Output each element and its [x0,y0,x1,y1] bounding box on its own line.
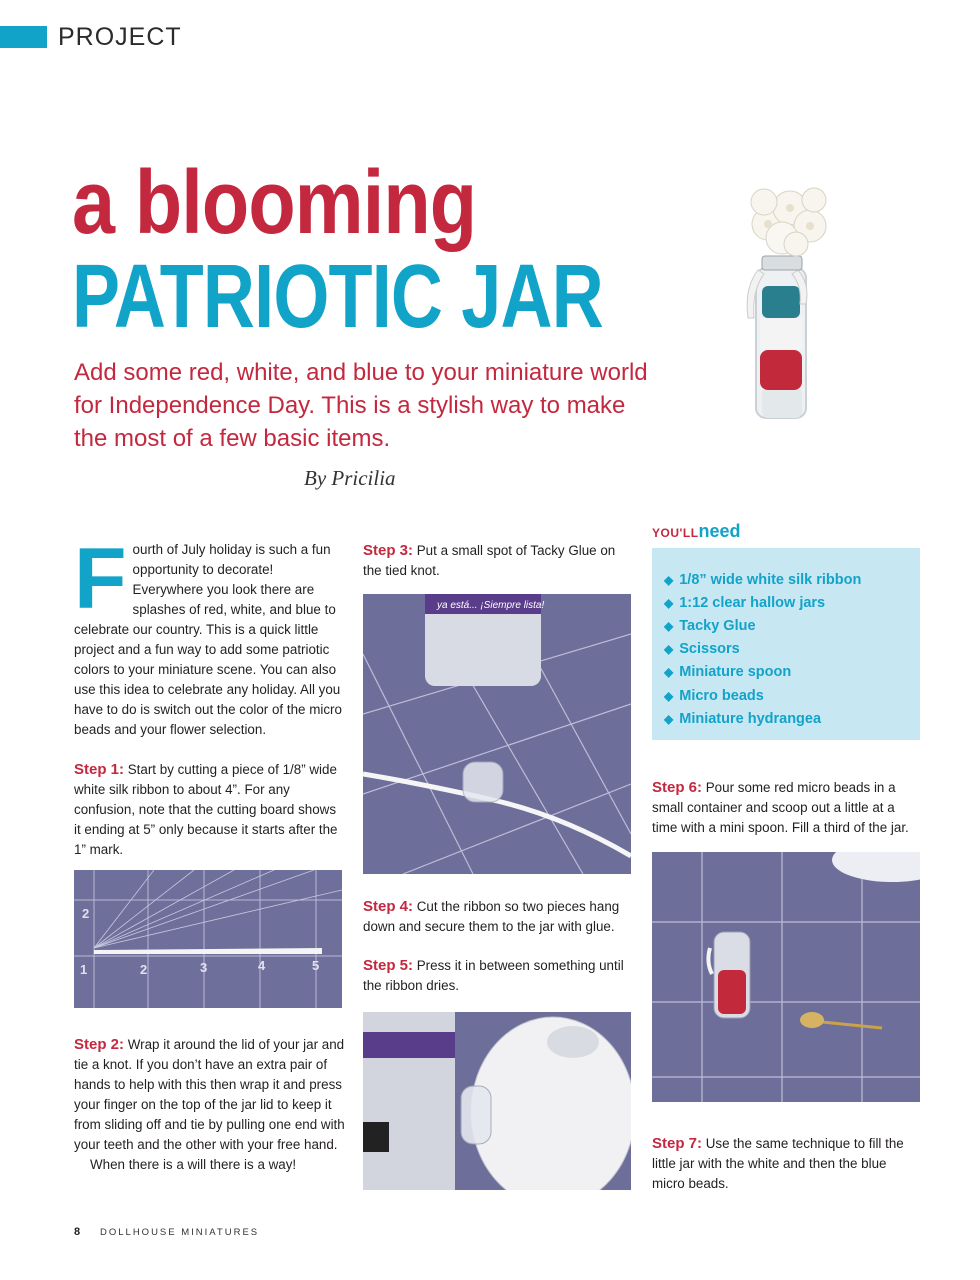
ruler-number: 4 [258,958,266,973]
step-7 [652,1134,920,1194]
diamond-bullet-icon: ◆ [664,665,674,680]
step-5 [363,956,633,996]
diamond-bullet-icon: ◆ [664,618,674,633]
step-6-label: Step 6: [652,779,703,796]
intro-paragraph [74,531,346,740]
step-4-label: Step 4: [363,898,414,915]
red-beads-in-jar-photo [652,852,920,1102]
needs-list-item: ◆ Tacky Glue [664,617,756,634]
ruler-number: 2 [140,962,148,977]
ruler-number: 3 [200,960,208,975]
diamond-bullet-icon: ◆ [664,595,674,610]
needs-list-item: ◆ Miniature spoon [664,664,792,681]
needs-list [652,548,920,740]
needs-heading-big: need [698,521,741,541]
diamond-bullet-icon: ◆ [664,688,674,703]
diamond-bullet-icon: ◆ [664,711,674,726]
ribbon-on-cutting-mat-photo [74,870,342,1008]
step-5-label: Step 5: [363,957,414,974]
step-7-label: Step 7: [652,1135,703,1152]
step-2-text: Wrap it around the lid of your jar and tie a knot. If you don’t have an extra pair of hands to help with this then wrap it and press your finger on the top of the jar lid to keep it from sliding off and tie by pulling one end with your teeth and the other with your free hand. [74,1037,345,1152]
step-3-text: Put a small spot of Tacky Glue on the tied knot. [363,543,616,578]
needs-heading-small: YOU'LL [652,526,699,540]
ruler-number: 5 [312,958,320,973]
diamond-bullet-icon: ◆ [664,642,674,657]
byline: By Pricilia [304,466,396,490]
needs-list-item: ◆ Micro beads [664,687,764,704]
step-1 [74,760,346,860]
step-2-closing: When there is a will there is a way! [90,1157,297,1172]
step-4 [363,897,633,937]
step-2-label: Step 2: [74,1036,125,1053]
needs-heading [652,521,741,542]
hero-jar-photo [738,178,870,430]
needs-list-item: ◆ Scissors [664,641,740,658]
section-label: PROJECT [58,23,182,51]
needs-list-item: ◆ Miniature hydrangea [664,710,822,727]
step-4-text: Cut the ribbon so two pieces hang down and secure them to the jar with glue. [363,899,620,934]
step-1-text: Start by cutting a piece of 1/8” wide white silk ribbon to about 4”. For any confusion, note that the cutting board shows it ending at 5” only because it starts after the 1” mark. [74,762,338,857]
glue-on-knot-photo [363,594,631,874]
step-2 [74,1035,346,1175]
title-line-1: a blooming [72,153,477,253]
step-7-text: Use the same technique to fill the little jar with the white and then the blue micro beads. [652,1136,904,1191]
intro-text: ourth of July holiday is such a fun opportunity to decorate! Everywhere you look there are splashes of red, white, and blue to celebrate our country. This is a quick little project and a fun way to add some patriotic colors to your miniature scene. You can also use this idea to celebrate any holiday. All you have to do is switch out the color of the micro beads and your flower selection. [74,542,342,737]
glue-bottle-label: ya está... ¡Siempre lista! [437,600,545,611]
needs-list-item: ◆ 1:12 clear hallow jars [664,594,826,611]
page-number: 8 [74,1226,81,1238]
diamond-bullet-icon: ◆ [664,572,674,587]
ruler-number: 1 [80,962,88,977]
title-line-2: PATRIOTIC JAR [72,247,603,347]
magazine-name: DOLLHOUSE MINIATURES [100,1227,260,1238]
ruler-number: 2 [82,906,90,921]
step-6 [652,778,920,838]
jar-drying-photo [363,1012,631,1190]
subtitle: Add some red, white, and blue to your miniature world for Independence Day. This is a stylish way to make the most of a few basic items. [74,359,648,452]
section-color-bar [0,26,47,48]
step-1-label: Step 1: [74,761,125,778]
drop-cap: F [74,531,127,627]
step-6-text: Pour some red micro beads in a small container and scoop out a little at a time with a mini spoon. Fill a third of the jar. [652,780,909,835]
step-3 [363,541,633,581]
step-3-label: Step 3: [363,542,414,559]
needs-list-item: ◆ 1/8” wide white silk ribbon [664,571,862,588]
step-5-text: Press it in between something until the ribbon dries. [363,958,624,993]
